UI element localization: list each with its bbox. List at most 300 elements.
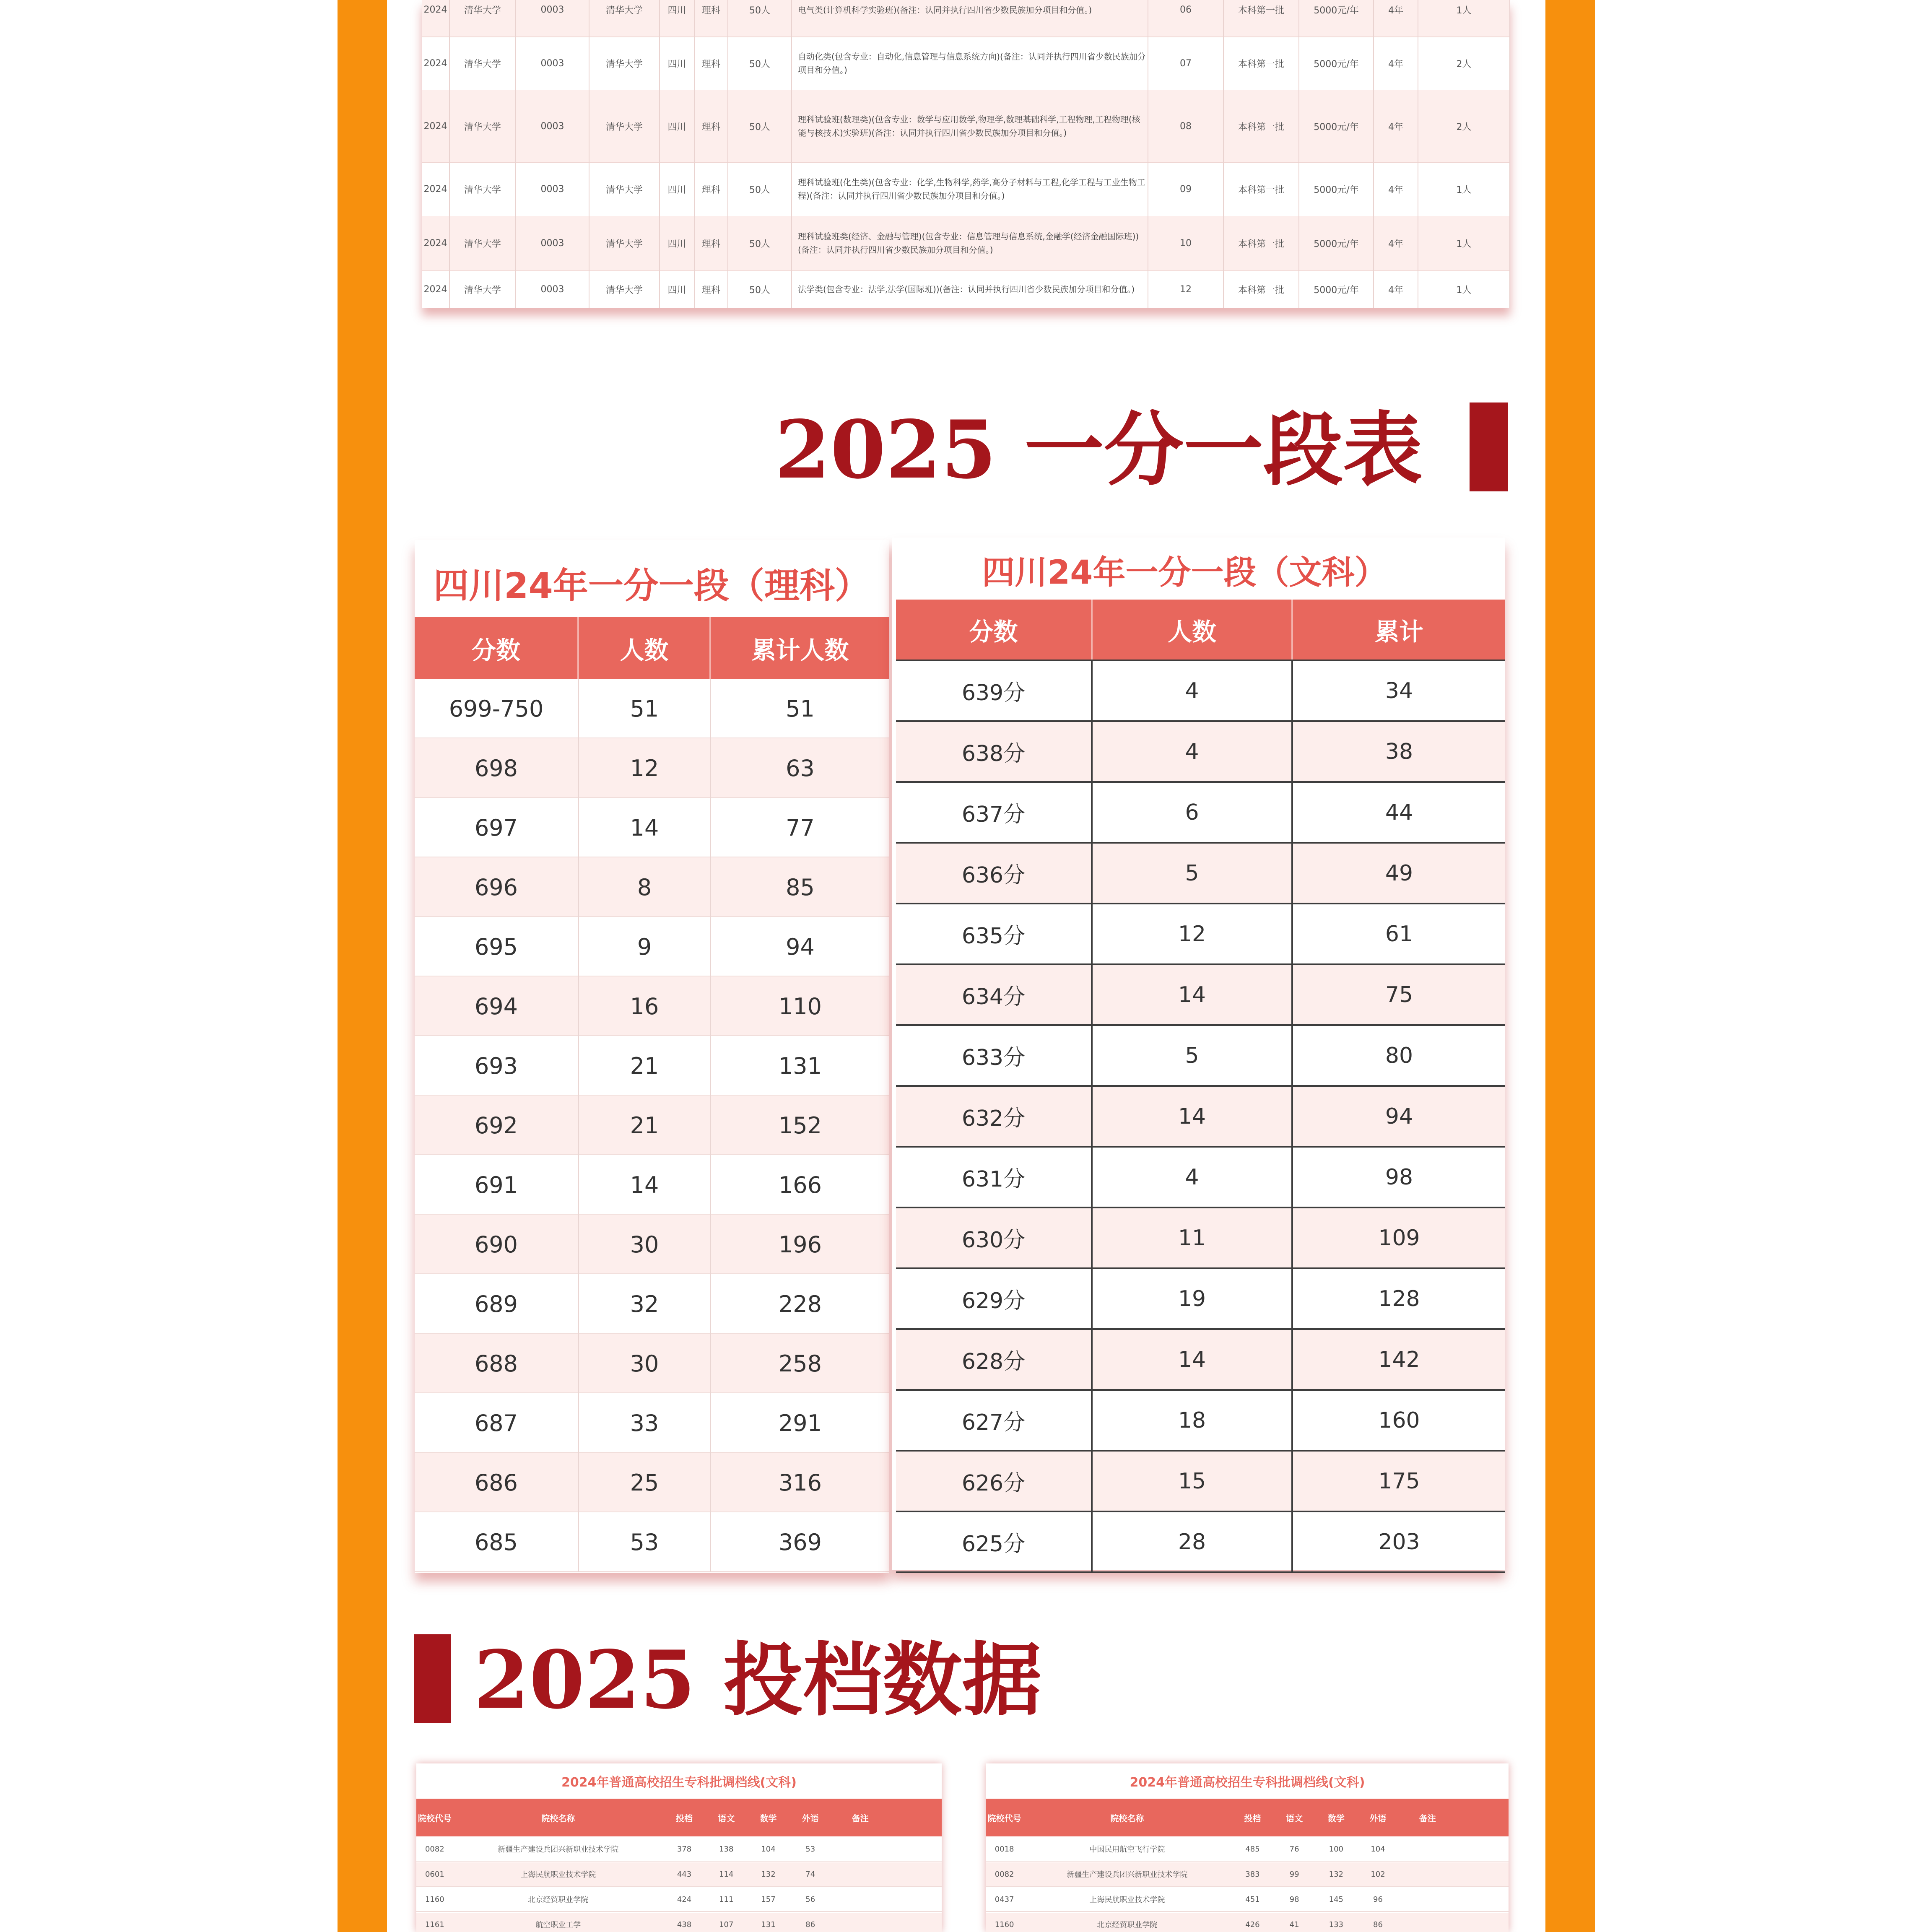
program-cell-year: 2024 [422,216,450,270]
program-cell-fee: 5000元/年 [1299,270,1374,308]
program-cell-batch: 本科第一批 [1224,216,1299,270]
admission-cell: 0437 [995,1895,1014,1904]
science-cell-cumulative: 51 [786,695,815,722]
program-cell-count: 1人 [1418,216,1510,270]
admission-header-cell: 院校名称 [541,1813,575,1823]
admission-cell: 111 [719,1895,734,1904]
science-table-title: 四川24年一分一段（理科） [434,565,870,606]
program-cell-major-code: 06 [1148,0,1224,36]
arts-cell-cumulative: 109 [1378,1225,1420,1251]
admission-cell: 86 [805,1920,815,1929]
program-cell-year: 2024 [422,90,450,162]
arts-cell-count: 15 [1093,1452,1293,1511]
program-cell-school2: 清华大学 [589,0,660,36]
admission-cell: 485 [1245,1844,1260,1854]
admission-cell: 104 [761,1844,776,1854]
program-cell-batch: 本科第一批 [1224,90,1299,162]
program-cell-province: 四川 [660,270,695,308]
science-cell-count: 9 [579,917,711,976]
admission-table-row [416,1888,942,1912]
program-cell-plan: 50人 [728,0,792,36]
arts-cell-score: 626分 [896,1452,1093,1511]
program-cell-type: 理科 [695,0,728,36]
arts-header-score: 分数 [896,600,1093,660]
program-cell-fee: 5000元/年 [1299,90,1374,162]
section-title-admission-data: 2025 投档数据 [474,1633,1042,1727]
arts-cell-count: 5 [1093,844,1293,903]
science-cell-score: 689 [415,1274,579,1334]
orange-border-right [1545,0,1595,1932]
science-table-row [415,1334,889,1393]
heading-accent-bar-2 [414,1634,451,1723]
program-cell-code: 0003 [516,90,589,162]
program-cell-school: 清华大学 [450,36,516,90]
science-table-row [415,1393,889,1453]
arts-table-row [896,1148,1505,1208]
admission-table-row [416,1862,942,1887]
admission-cell [1399,1837,1456,1861]
program-cell-school: 清华大学 [450,0,516,36]
program-cell-years: 4年 [1374,36,1418,90]
arts-cell-cumulative: 44 [1385,800,1413,825]
program-cell-count: 1人 [1418,162,1510,216]
arts-cell-count: 14 [1093,1087,1293,1146]
arts-table-row [896,904,1505,965]
program-cell-major: 理科试验班类(经济、金融与管理)(包含专业：信息管理与信息系统,金融学(经济金融国际班))(备注：认同并执行四川省少数民族加分项目和分值。) [792,216,1148,270]
program-cell-plan: 50人 [728,162,792,216]
section-title-score-table: 2025 一分一段表 [775,403,1423,496]
program-row [422,90,1510,163]
science-cell-cumulative: 131 [778,1052,822,1079]
science-table-row [415,1512,889,1572]
admission-table-row [986,1888,1509,1912]
arts-cell-cumulative: 175 [1378,1468,1420,1494]
program-cell-batch: 本科第一批 [1224,270,1299,308]
program-cell-school2: 清华大学 [589,270,660,308]
science-table-row [415,679,889,738]
science-cell-count: 25 [579,1453,711,1512]
science-cell-cumulative: 316 [778,1469,822,1496]
arts-cell-score: 634分 [896,965,1093,1024]
arts-cell-cumulative: 160 [1378,1407,1420,1433]
program-cell-code: 0003 [516,270,589,308]
science-cell-score: 690 [415,1215,579,1274]
admission-header-cell: 投档 [1244,1813,1261,1823]
admission-cell: 上海民航职业技术学院 [1089,1896,1165,1904]
program-table [422,0,1510,308]
program-cell-school2: 清华大学 [589,162,660,216]
arts-cell-score: 625分 [896,1512,1093,1571]
arts-cell-cumulative: 34 [1385,678,1413,704]
science-cell-cumulative: 196 [778,1231,822,1258]
program-cell-years: 4年 [1374,216,1418,270]
arts-cell-score: 630分 [896,1208,1093,1267]
admission-cell: 86 [1373,1920,1383,1929]
science-table-row [415,1274,889,1334]
science-cell-score: 694 [415,976,579,1036]
admission-cell: 76 [1289,1844,1299,1854]
admission-header-cell: 院校名称 [1110,1813,1144,1823]
program-cell-fee: 5000元/年 [1299,0,1374,36]
program-cell-type: 理科 [695,36,728,90]
program-cell-school: 清华大学 [450,162,516,216]
admission-header-cell: 院校代号 [418,1813,452,1823]
page-margin-right [1595,0,1932,1932]
science-cell-count: 14 [579,1155,711,1215]
arts-cell-cumulative: 128 [1378,1286,1420,1311]
program-row [422,270,1510,308]
science-cell-score: 687 [415,1393,579,1453]
program-cell-province: 四川 [660,216,695,270]
science-cell-score: 688 [415,1334,579,1393]
science-cell-cumulative: 166 [778,1171,822,1198]
program-cell-code: 0003 [516,36,589,90]
admission-table-row [416,1837,942,1862]
arts-cell-score: 635分 [896,904,1093,963]
science-cell-count: 53 [579,1512,711,1572]
admission-table-left [416,1763,942,1932]
arts-cell-cumulative: 38 [1385,739,1413,764]
admission-cell: 100 [1329,1844,1343,1854]
arts-table-row [896,1512,1505,1573]
arts-cell-cumulative: 49 [1385,860,1413,886]
program-cell-school: 清华大学 [450,270,516,308]
admission-header-cell: 数学 [1327,1813,1345,1823]
admission-cell: 131 [761,1920,776,1929]
science-cell-count: 32 [579,1274,711,1334]
arts-cell-cumulative: 80 [1385,1043,1413,1068]
program-cell-plan: 50人 [728,36,792,90]
science-table-row [415,1215,889,1274]
program-cell-count: 2人 [1418,90,1510,162]
arts-table-row [896,1330,1505,1391]
program-cell-major: 法学类(包含专业：法学,法学(国际班))(备注：认同并执行四川省少数民族加分项目和分值。) [792,270,1148,308]
program-cell-code: 0003 [516,0,589,36]
program-cell-major: 电气类(计算机科学实验班)(备注：认同并执行四川省少数民族加分项目和分值。) [792,0,1148,36]
program-cell-province: 四川 [660,36,695,90]
science-cell-cumulative: 110 [778,993,822,1020]
arts-cell-cumulative: 94 [1385,1104,1413,1129]
admission-cell: 0082 [425,1844,444,1854]
admission-cell: 新疆生产建设兵团兴新职业技术学院 [1067,1870,1188,1879]
science-cell-cumulative: 94 [786,933,815,960]
admission-cell [1399,1913,1456,1932]
program-cell-province: 四川 [660,90,695,162]
program-cell-years: 4年 [1374,90,1418,162]
admission-cell: 99 [1289,1870,1299,1879]
arts-cell-score: 637分 [896,783,1093,842]
program-cell-batch: 本科第一批 [1224,0,1299,36]
arts-cell-cumulative: 75 [1385,982,1413,1008]
science-cell-score: 699-750 [415,679,579,738]
admission-cell: 383 [1245,1870,1260,1879]
program-cell-type: 理科 [695,216,728,270]
program-cell-year: 2024 [422,36,450,90]
admission-cell: 438 [677,1920,692,1929]
arts-cell-count: 6 [1093,783,1293,842]
program-row [422,0,1510,37]
admission-table-row [986,1913,1509,1932]
arts-table-row [896,965,1505,1026]
arts-cell-cumulative: 61 [1385,921,1413,947]
program-cell-school2: 清华大学 [589,90,660,162]
admission-header-cell: 备注 [1419,1813,1436,1823]
science-cell-count: 51 [579,679,711,738]
arts-cell-score: 632分 [896,1087,1093,1146]
arts-cell-score: 627分 [896,1391,1093,1450]
science-cell-score: 698 [415,738,579,798]
science-cell-cumulative: 369 [778,1529,822,1555]
arts-table-row [896,844,1505,904]
science-cell-count: 16 [579,976,711,1036]
admission-cell: 上海民航职业技术学院 [520,1870,596,1879]
admission-cell: 0601 [425,1870,444,1879]
arts-cell-count: 14 [1093,1330,1293,1389]
arts-cell-score: 638分 [896,722,1093,781]
program-row [422,216,1510,271]
program-cell-years: 4年 [1374,0,1418,36]
program-cell-major: 自动化类(包含专业：自动化,信息管理与信息系统方向)(备注：认同并执行四川省少数民族加分项目和分值。) [792,36,1148,90]
admission-cell [831,1862,889,1886]
program-cell-major-code: 09 [1148,162,1224,216]
arts-cell-count: 4 [1093,722,1293,781]
admission-cell: 53 [805,1844,815,1854]
arts-cell-count: 12 [1093,904,1293,963]
program-cell-school: 清华大学 [450,90,516,162]
admission-cell: 1160 [425,1895,444,1904]
science-table-row [415,976,889,1036]
science-cell-count: 33 [579,1393,711,1453]
admission-header-cell: 语文 [718,1813,735,1823]
program-cell-count: 2人 [1418,36,1510,90]
admission-cell: 424 [677,1895,692,1904]
admission-cell: 104 [1371,1844,1385,1854]
program-cell-major-code: 10 [1148,216,1224,270]
admission-cell: 98 [1289,1895,1299,1904]
program-cell-code: 0003 [516,216,589,270]
admission-cell: 133 [1329,1920,1343,1929]
admission-cell [831,1888,889,1911]
arts-cell-score: 633分 [896,1026,1093,1085]
admission-cell [831,1913,889,1932]
admission-cell: 426 [1245,1920,1260,1929]
admission-cell [1399,1888,1456,1911]
admission-cell: 1161 [425,1920,444,1929]
science-table-row [415,1036,889,1096]
science-cell-score: 693 [415,1036,579,1096]
program-cell-code: 0003 [516,162,589,216]
science-table-row [415,1155,889,1215]
arts-cell-score: 629分 [896,1269,1093,1328]
science-cell-score: 692 [415,1096,579,1155]
arts-table-title: 四川24年一分一段（文科） [982,554,1387,592]
program-row [422,36,1510,91]
science-cell-count: 12 [579,738,711,798]
admission-cell: 1160 [995,1920,1014,1929]
admission-header-cell: 外语 [802,1813,819,1823]
program-cell-fee: 5000元/年 [1299,162,1374,216]
science-cell-count: 8 [579,857,711,917]
science-header-score: 分数 [415,617,579,679]
program-cell-type: 理科 [695,90,728,162]
science-table-row [415,738,889,798]
admission-table-header [986,1799,1509,1836]
arts-cell-score: 631分 [896,1148,1093,1207]
arts-table-row [896,722,1505,783]
admission-cell: 航空职业工学 [535,1921,581,1929]
admission-cell: 114 [719,1870,734,1879]
program-cell-school2: 清华大学 [589,36,660,90]
science-header-count: 人数 [579,617,711,679]
science-cell-count: 21 [579,1036,711,1096]
arts-cell-cumulative: 142 [1378,1347,1420,1372]
arts-cell-count: 18 [1093,1391,1293,1450]
arts-cell-score: 636分 [896,844,1093,903]
admission-cell: 443 [677,1870,692,1879]
admission-cell [1399,1862,1456,1886]
arts-table-row [896,661,1505,722]
arts-cell-count: 19 [1093,1269,1293,1328]
admission-table-title: 2024年普通高校招生专科批调档线(文科) [1130,1775,1365,1790]
science-table-row [415,857,889,917]
program-cell-year: 2024 [422,270,450,308]
program-cell-type: 理科 [695,162,728,216]
science-cell-score: 696 [415,857,579,917]
arts-table-row [896,1452,1505,1512]
science-cell-count: 14 [579,798,711,857]
admission-cell: 132 [1329,1870,1343,1879]
admission-header-cell: 院校代号 [987,1813,1021,1823]
admission-cell: 0082 [995,1870,1014,1879]
arts-cell-score: 628分 [896,1330,1093,1389]
science-cell-cumulative: 228 [778,1291,822,1317]
science-cell-score: 695 [415,917,579,976]
arts-header-count: 人数 [1093,600,1293,660]
program-cell-type: 理科 [695,270,728,308]
admission-cell: 41 [1289,1920,1299,1929]
science-cell-cumulative: 291 [778,1410,822,1436]
science-table-row [415,917,889,976]
science-cell-count: 30 [579,1334,711,1393]
arts-cell-cumulative: 203 [1378,1529,1420,1555]
program-cell-major-code: 12 [1148,270,1224,308]
program-cell-year: 2024 [422,0,450,36]
arts-cell-count: 4 [1093,661,1293,720]
program-cell-school2: 清华大学 [589,216,660,270]
admission-cell: 96 [1373,1895,1383,1904]
admission-table-right [986,1763,1509,1932]
admission-table-title: 2024年普通高校招生专科批调档线(文科) [561,1775,797,1790]
program-cell-year: 2024 [422,162,450,216]
program-cell-school: 清华大学 [450,216,516,270]
arts-table-row [896,1026,1505,1087]
science-cell-cumulative: 63 [786,755,815,782]
program-cell-plan: 50人 [728,216,792,270]
admission-table-row [986,1862,1509,1887]
admission-table-header [416,1799,942,1836]
science-cell-cumulative: 85 [786,874,815,901]
admission-cell: 138 [719,1844,734,1854]
arts-table-row [896,1208,1505,1269]
arts-table-row [896,1391,1505,1452]
program-cell-major-code: 07 [1148,36,1224,90]
arts-table-row [896,1087,1505,1148]
program-cell-fee: 5000元/年 [1299,36,1374,90]
program-cell-fee: 5000元/年 [1299,216,1374,270]
science-header-cumulative: 累计人数 [711,617,889,679]
program-cell-count: 1人 [1418,0,1510,36]
admission-cell: 102 [1371,1870,1385,1879]
program-cell-major: 理科试验班(化生类)(包含专业：化学,生物科学,药学,高分子材料与工程,化学工程与工业生物工程)(备注：认同并执行四川省少数民族加分项目和分值。) [792,162,1148,216]
admission-cell: 新疆生产建设兵团兴新职业技术学院 [498,1845,619,1854]
science-cell-score: 686 [415,1453,579,1512]
page-margin-left [0,0,338,1932]
admission-cell: 北京经贸职业学院 [1097,1921,1158,1929]
science-cell-score: 691 [415,1155,579,1215]
science-table-row [415,1453,889,1512]
arts-header-cumulative: 累计 [1293,600,1505,660]
program-cell-province: 四川 [660,162,695,216]
program-cell-count: 1人 [1418,270,1510,308]
admission-cell: 0018 [995,1844,1014,1854]
science-cell-score: 697 [415,798,579,857]
program-cell-major: 理科试验班(数理类)(包含专业：数学与应用数学,物理学,数理基础科学,工程物理,工程物理(核能与核技术)实验班)(备注：认同并执行四川省少数民族加分项目和分值。) [792,90,1148,162]
admission-header-cell: 外语 [1369,1813,1387,1823]
admission-cell: 132 [761,1870,776,1879]
program-cell-plan: 50人 [728,270,792,308]
program-cell-batch: 本科第一批 [1224,162,1299,216]
admission-cell: 74 [805,1870,815,1879]
arts-cell-count: 5 [1093,1026,1293,1085]
admission-cell: 107 [719,1920,734,1929]
admission-cell: 中国民用航空飞行学院 [1089,1845,1165,1854]
program-cell-plan: 50人 [728,90,792,162]
science-cell-cumulative: 77 [786,814,815,841]
heading-accent-bar [1470,402,1508,491]
arts-cell-count: 4 [1093,1148,1293,1207]
arts-cell-count: 14 [1093,965,1293,1024]
science-table-row [415,798,889,857]
admission-header-cell: 备注 [852,1813,869,1823]
orange-border-left [338,0,387,1932]
science-cell-count: 21 [579,1096,711,1155]
program-cell-major-code: 08 [1148,90,1224,162]
program-row [422,162,1510,217]
science-cell-score: 685 [415,1512,579,1572]
program-cell-batch: 本科第一批 [1224,36,1299,90]
science-cell-count: 30 [579,1215,711,1274]
arts-cell-cumulative: 98 [1385,1164,1413,1190]
arts-table-row [896,1269,1505,1330]
admission-cell: 378 [677,1844,692,1854]
admission-cell [831,1837,889,1861]
program-cell-years: 4年 [1374,270,1418,308]
admission-cell: 157 [761,1895,776,1904]
admission-header-cell: 数学 [760,1813,777,1823]
admission-table-row [986,1837,1509,1862]
admission-cell: 北京经贸职业学院 [528,1896,589,1904]
arts-table-row [896,783,1505,844]
science-cell-cumulative: 152 [778,1112,822,1139]
admission-header-cell: 投档 [676,1813,693,1823]
admission-cell: 451 [1245,1895,1260,1904]
arts-cell-count: 11 [1093,1208,1293,1267]
arts-cell-score: 639分 [896,661,1093,720]
admission-table-row [416,1913,942,1932]
admission-cell: 56 [805,1895,815,1904]
program-cell-years: 4年 [1374,162,1418,216]
admission-header-cell: 语文 [1286,1813,1303,1823]
